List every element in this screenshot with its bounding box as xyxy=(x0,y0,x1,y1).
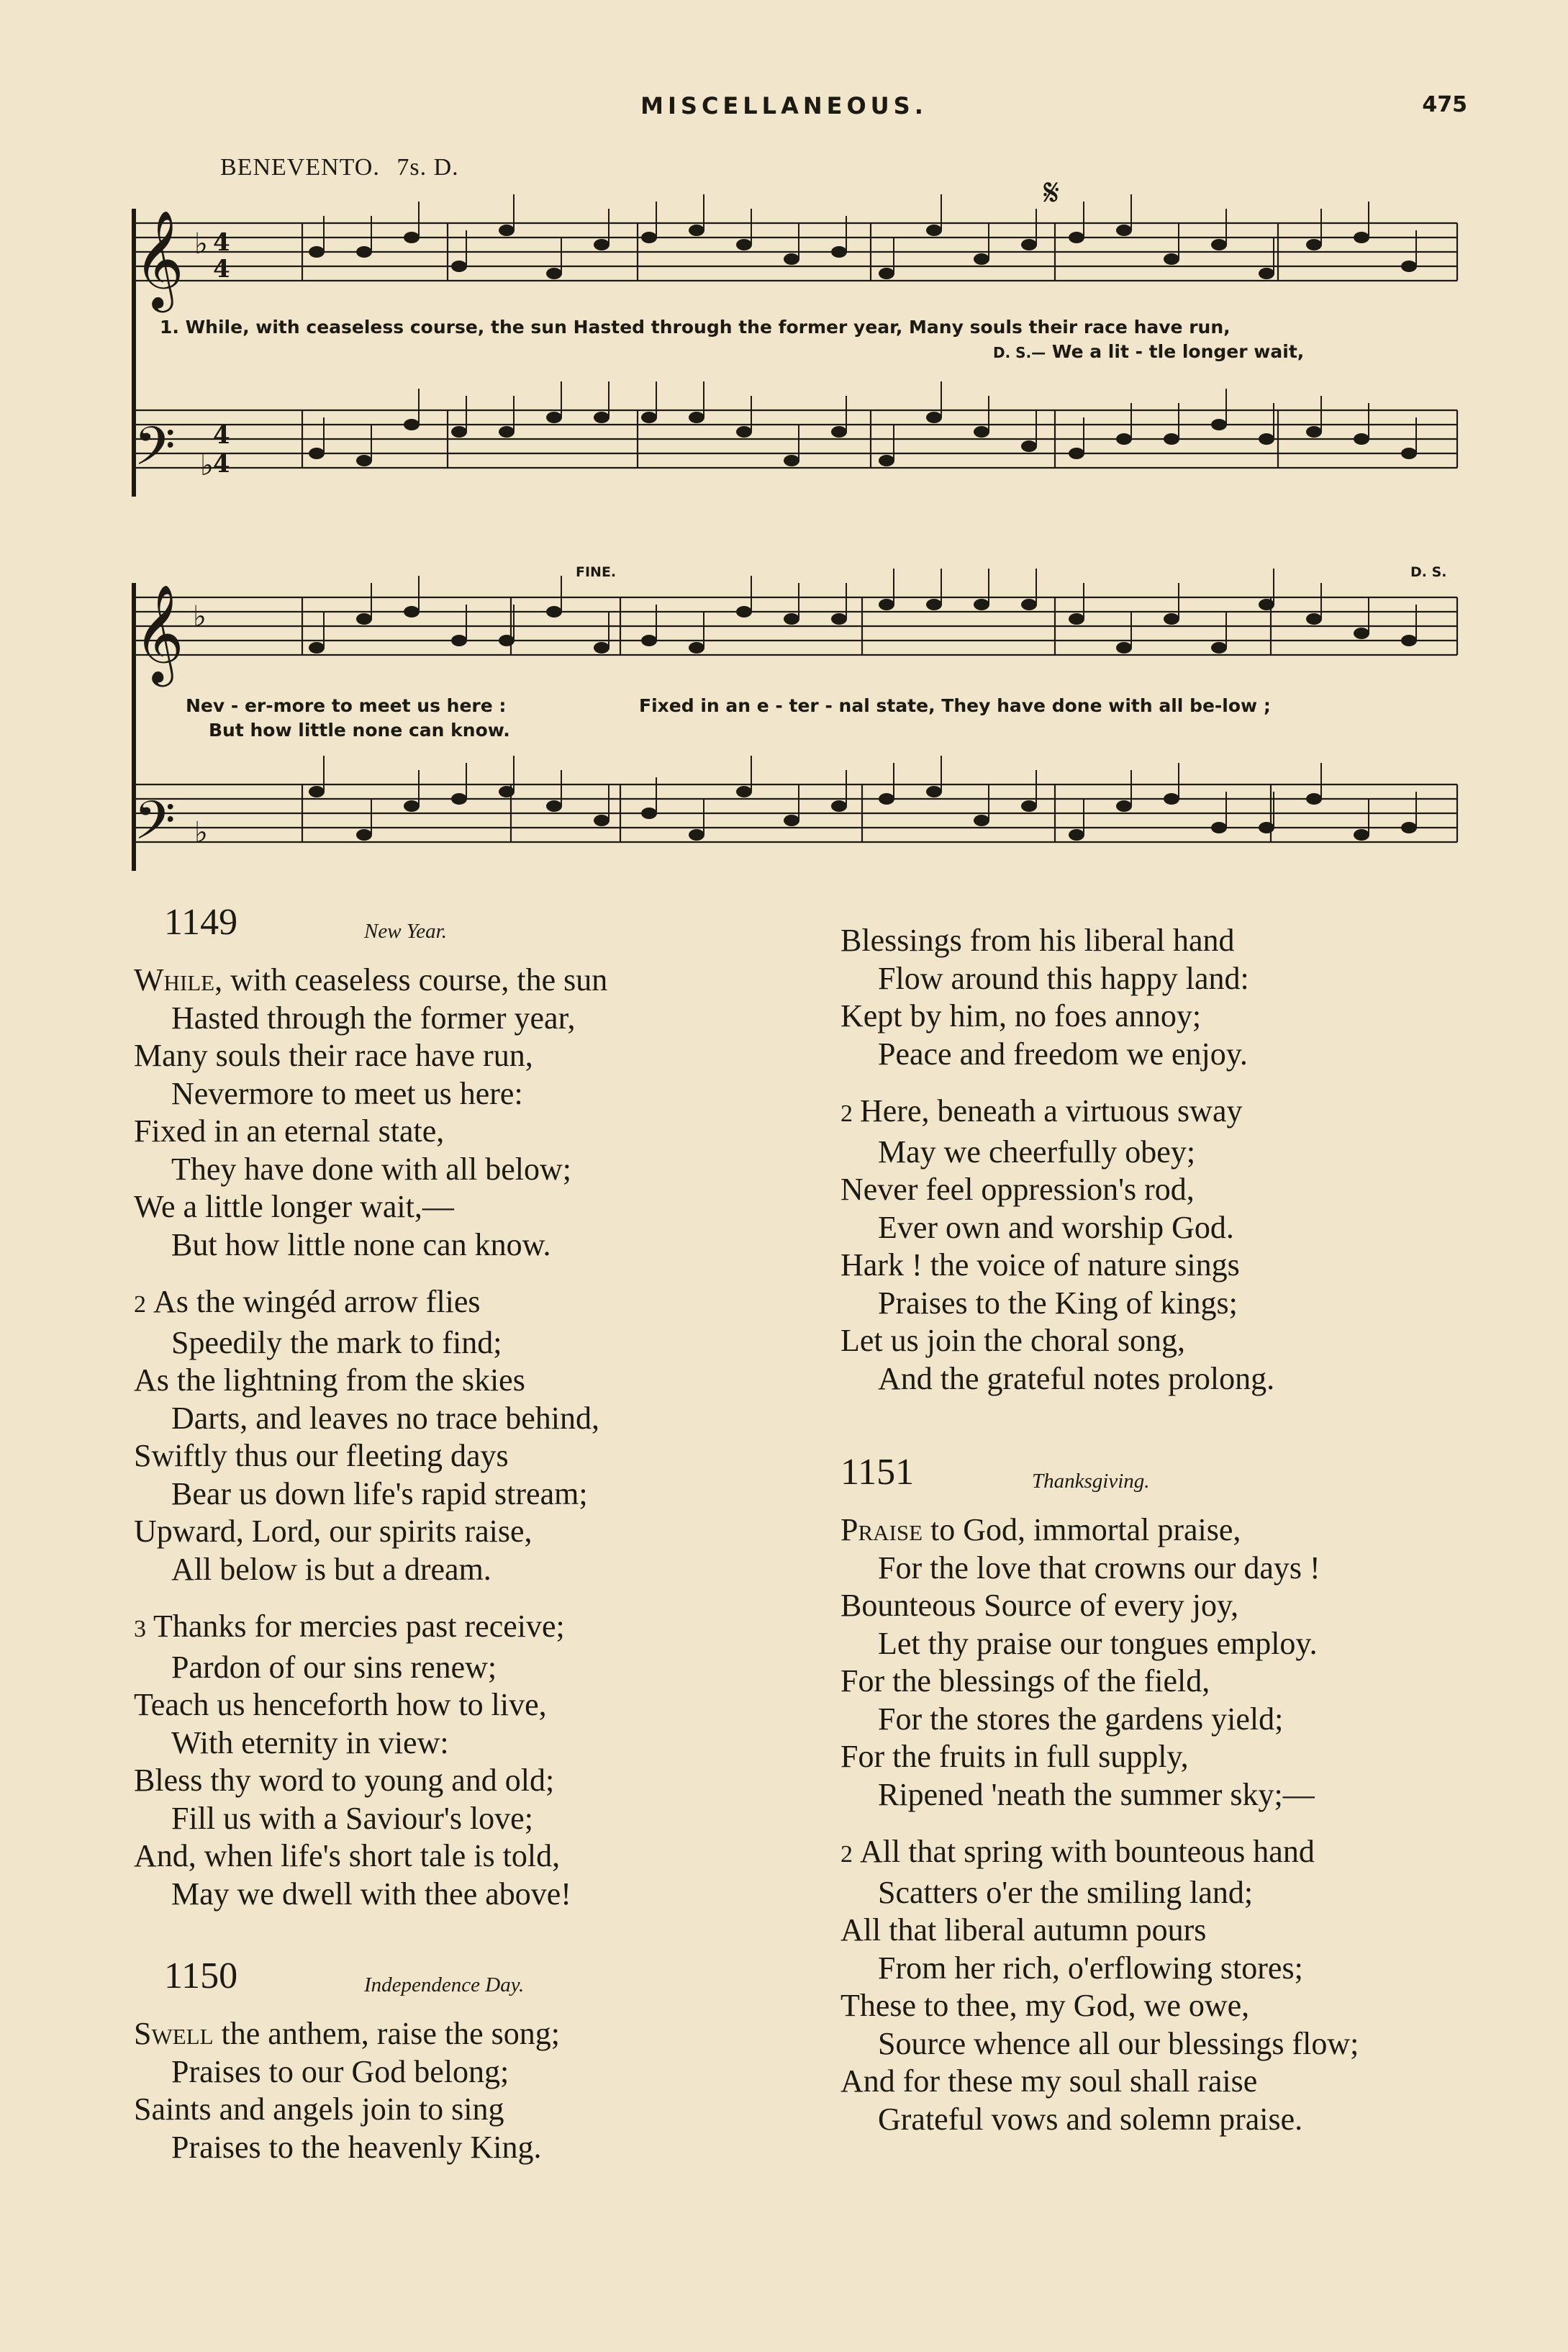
note-head xyxy=(736,426,752,438)
verse-line xyxy=(840,1093,1488,1134)
hymn-number: 1149 xyxy=(164,902,238,943)
note-head xyxy=(1354,232,1369,243)
note-head xyxy=(1259,433,1274,445)
note-head xyxy=(1116,800,1132,812)
verse-line-text: Kept by him, no foes annoy; xyxy=(840,998,1202,1033)
verse-line xyxy=(840,1171,1488,1209)
note-head xyxy=(451,261,467,272)
note-head xyxy=(451,426,467,438)
verse-line xyxy=(840,1511,1488,1550)
verse-line xyxy=(840,922,1488,960)
note-head xyxy=(1164,433,1179,445)
note-head xyxy=(784,613,799,625)
verse-line xyxy=(840,1285,1488,1323)
note-head xyxy=(1259,822,1274,833)
verse-line-text: All that spring with bounteous hand xyxy=(860,1834,1315,1869)
note-head xyxy=(1021,239,1037,250)
verse-line-text: Darts, and leaves no trace behind, xyxy=(171,1400,599,1436)
verse-line xyxy=(134,1608,781,1649)
bass-clef-icon-2: 𝄢 xyxy=(134,790,176,865)
verse-line-text: From her rich, o'erflowing stores; xyxy=(878,1950,1303,1986)
note-head xyxy=(831,800,847,812)
hymn-occasion: Independence Day. xyxy=(364,1973,525,1996)
verse-line xyxy=(840,1874,1488,1912)
verse-line xyxy=(840,1322,1488,1360)
hymn-number: 1150 xyxy=(164,1955,238,1996)
verse-line-text: All that liberal autumn pours xyxy=(840,1912,1207,1948)
verse-line xyxy=(840,2101,1488,2139)
verse-number: 2 xyxy=(134,1291,146,1318)
verse-line xyxy=(134,1876,781,1914)
note-head xyxy=(1259,599,1274,610)
verse-line-text: Blessings from his liberal hand xyxy=(840,923,1235,958)
note-head xyxy=(689,225,704,236)
verse-line-text: Let thy praise our tongues employ. xyxy=(878,1625,1318,1661)
note-head xyxy=(736,239,752,250)
hymn-1150-continued xyxy=(840,922,1488,1398)
note-head xyxy=(1306,426,1322,438)
note-head xyxy=(736,786,752,797)
right-column xyxy=(840,922,1488,2138)
note-head xyxy=(1401,635,1417,646)
note-head xyxy=(641,232,657,243)
note-head xyxy=(404,232,420,243)
verse-line xyxy=(134,1762,781,1800)
hymn-1149-text xyxy=(134,962,781,1913)
note-head xyxy=(926,786,942,797)
note-head xyxy=(974,426,989,438)
lyrics-line-2-mid: Fixed in an e - ter - nal state, They have done with all be-low ; xyxy=(639,695,1271,716)
note-head xyxy=(1069,613,1084,625)
verse-line xyxy=(840,1550,1488,1588)
verse-line xyxy=(134,1362,781,1400)
note-head xyxy=(831,246,847,258)
note-head xyxy=(356,613,372,625)
note-head xyxy=(1069,829,1084,841)
note-head xyxy=(689,642,704,653)
verse-line xyxy=(134,1324,781,1362)
note-head xyxy=(641,412,657,423)
hymn-occasion: Thanksgiving. xyxy=(1032,1470,1150,1493)
verse-line-text: With eternity in view: xyxy=(171,1724,449,1760)
verse-line-text: Swiftly thus our fleeting days xyxy=(134,1438,509,1473)
verse-line xyxy=(840,1950,1488,1988)
tune-meter: 7s. D. xyxy=(396,154,459,181)
verse-line-text: Saints and angels join to sing xyxy=(134,2091,504,2127)
flat-icon: ♭ xyxy=(193,600,207,633)
note-head xyxy=(689,829,704,841)
verse-line xyxy=(840,998,1488,1036)
note-head xyxy=(1116,642,1132,653)
note-head xyxy=(831,426,847,438)
verse-line xyxy=(840,1360,1488,1398)
note-head xyxy=(831,613,847,625)
treble-clef-icon: 𝄞 xyxy=(134,209,184,308)
hymn-number: 1151 xyxy=(840,1452,915,1493)
note-head xyxy=(879,268,894,279)
note-head xyxy=(1164,613,1179,625)
note-head xyxy=(974,599,989,610)
note-head xyxy=(1211,642,1227,653)
verse-line xyxy=(134,2091,781,2129)
note-head xyxy=(974,815,989,826)
verse-line-text: For the fruits in full supply, xyxy=(840,1739,1189,1774)
verse-line xyxy=(134,1686,781,1724)
note-head xyxy=(1259,268,1274,279)
verse-line xyxy=(840,1247,1488,1285)
note-head xyxy=(356,246,372,258)
note-head xyxy=(1306,793,1322,805)
note-head xyxy=(594,239,609,250)
verse-line xyxy=(134,1513,781,1551)
treble-clef-icon-2: 𝄞 xyxy=(134,583,184,682)
verse-line-text: And, when life's short tale is told, xyxy=(134,1838,561,1873)
note-head xyxy=(499,786,515,797)
verse-line-text: with ceaseless course, the sun xyxy=(222,962,608,998)
note-head xyxy=(594,642,609,653)
verse-line-text: Bless thy word to young and old; xyxy=(134,1763,555,1798)
note-head xyxy=(404,800,420,812)
tune-name: BENEVENTO. xyxy=(220,154,380,181)
hymn-1151-header xyxy=(840,1454,1488,1511)
note-head xyxy=(1164,793,1179,805)
note-head xyxy=(546,800,562,812)
verse-line xyxy=(134,1724,781,1763)
verse-line-text: Fill us with a Saviour's love; xyxy=(171,1800,533,1836)
verse-line xyxy=(840,1833,1488,1874)
verse-line-text: Bounteous Source of every joy, xyxy=(840,1588,1239,1623)
verse-line-text: These to thee, my God, we owe, xyxy=(840,1988,1250,2023)
note-head xyxy=(499,426,515,438)
verse-line-text: Ever own and worship God. xyxy=(878,1209,1234,1245)
time-signature: 4 xyxy=(213,255,230,284)
note-head xyxy=(1164,253,1179,265)
verse-line xyxy=(134,1837,781,1876)
verse-line-text: Hasted through the former year, xyxy=(171,1000,576,1036)
verse-line-text: Bear us down life's rapid stream; xyxy=(171,1475,588,1511)
verse-line xyxy=(134,1188,781,1226)
verse-first-word: Praise xyxy=(840,1512,923,1547)
lyrics-line-1-ds: D. S.— We a lit - tle longer wait, xyxy=(993,341,1305,362)
note-head xyxy=(309,786,325,797)
note-head xyxy=(784,815,799,826)
note-head xyxy=(309,246,325,258)
verse-line-text: And the grateful notes prolong. xyxy=(878,1360,1275,1396)
note-head xyxy=(1401,448,1417,459)
verse-first-word: Swell xyxy=(134,2016,214,2051)
section-title: MISCELLANEOUS. xyxy=(640,92,928,119)
note-head xyxy=(784,455,799,466)
lyrics-line-2-sub: But how little none can know. xyxy=(209,720,510,741)
verse-line-text: Thanks for mercies past receive; xyxy=(153,1609,565,1644)
note-head xyxy=(879,793,894,805)
note-head xyxy=(1211,239,1227,250)
flat-icon: ♭ xyxy=(200,449,214,482)
lyrics-line-2: Nev - er-more to meet us here : xyxy=(186,695,507,716)
verse-line-text: Teach us henceforth how to live, xyxy=(134,1687,547,1722)
verse-line-text: Fixed in an eternal state, xyxy=(134,1113,445,1149)
verse-line-text: Flow around this happy land: xyxy=(878,960,1249,996)
verse-line-text: Speedily the mark to find; xyxy=(171,1324,502,1360)
ds-start-mark: D. S.— xyxy=(993,344,1046,361)
flat-icon: ♭ xyxy=(194,227,208,261)
verse-line-text: For the stores the gardens yield; xyxy=(878,1701,1284,1737)
note-head xyxy=(451,635,467,646)
note-head xyxy=(1306,239,1322,250)
segno-icon: 𝄋 xyxy=(1043,171,1060,214)
verse-line-text: Let us join the choral song, xyxy=(840,1323,1186,1358)
verse-line xyxy=(134,1437,781,1475)
verse-line-text: All below is but a dream. xyxy=(171,1551,491,1587)
note-head xyxy=(546,412,562,423)
verse-line xyxy=(840,960,1488,998)
ds-end-mark: D. S. xyxy=(1410,564,1447,580)
verse-line-text: Peace and freedom we enjoy. xyxy=(878,1036,1248,1072)
verse-line xyxy=(134,1283,781,1324)
verse-line xyxy=(134,1075,781,1113)
left-column xyxy=(134,904,781,2166)
hymn-1150-header xyxy=(134,1955,781,2015)
verse-line xyxy=(134,962,781,1000)
time-signature: 4 xyxy=(213,421,230,450)
lyrics-line-1: 1. While, with ceaseless course, the sun Hasted through the former year, Many souls their race have run, xyxy=(160,317,1231,338)
verse-number: 3 xyxy=(134,1616,146,1642)
verse-line xyxy=(134,1649,781,1687)
verse-line-text: As the wingéd arrow flies xyxy=(153,1284,481,1319)
note-head xyxy=(594,815,609,826)
hymn-occasion: New Year. xyxy=(364,920,447,943)
verse-line xyxy=(134,1551,781,1589)
note-head xyxy=(1021,440,1037,452)
verse-line-text: Pardon of our sins renew; xyxy=(171,1649,497,1685)
fine-mark: FINE. xyxy=(576,564,617,580)
verse-line-text: Nevermore to meet us here: xyxy=(171,1075,523,1111)
note-head xyxy=(641,635,657,646)
verse-line-text: For the love that crowns our days ! xyxy=(878,1550,1320,1586)
note-head xyxy=(404,419,420,430)
note-head xyxy=(1211,419,1227,430)
verse-line xyxy=(840,1625,1488,1663)
verse-line xyxy=(840,2025,1488,2063)
verse-line-text: the anthem, raise the song; xyxy=(213,2016,560,2051)
flat-icon: ♭ xyxy=(194,816,208,849)
verse-line-text: And for these my soul shall raise xyxy=(840,2063,1258,2099)
verse-line xyxy=(840,1209,1488,1247)
note-head xyxy=(1116,225,1132,236)
note-head xyxy=(879,455,894,466)
verse-line xyxy=(134,1226,781,1265)
verse-line-text: Ripened 'neath the summer sky;— xyxy=(878,1776,1315,1812)
verse-number: 2 xyxy=(840,1100,853,1127)
verse-line xyxy=(840,1036,1488,1074)
hymn-1151-text xyxy=(840,1511,1488,2138)
verse-line xyxy=(134,1151,781,1189)
verse-line-text: Grateful vows and solemn praise. xyxy=(878,2101,1303,2137)
verse-line xyxy=(840,1663,1488,1701)
note-head xyxy=(499,225,515,236)
note-head xyxy=(641,808,657,819)
note-head xyxy=(736,606,752,618)
note-head xyxy=(1021,800,1037,812)
note-head xyxy=(1401,261,1417,272)
verse-line-text: Praises to the heavenly King. xyxy=(171,2129,542,2165)
note-head xyxy=(499,635,515,646)
time-signature: 4 xyxy=(213,450,230,479)
verse-line-text: Source whence all our blessings flow; xyxy=(878,2025,1359,2061)
verse-first-word: While, xyxy=(134,962,223,998)
note-head xyxy=(546,268,562,279)
verse-line-text: For the blessings of the field, xyxy=(840,1663,1210,1699)
verse-line xyxy=(840,1912,1488,1950)
verse-line-text: May we cheerfully obey; xyxy=(878,1134,1196,1170)
verse-line-text: Praises to the King of kings; xyxy=(878,1285,1238,1321)
verse-line-text: But how little none can know. xyxy=(171,1226,551,1262)
note-head xyxy=(309,448,325,459)
verse-line-text: Here, beneath a virtuous sway xyxy=(860,1093,1243,1128)
hymn-1150-text xyxy=(134,2015,781,2166)
time-signature: 4 xyxy=(213,228,230,257)
note-head xyxy=(1069,448,1084,459)
note-head xyxy=(1069,232,1084,243)
bass-clef-icon: 𝄢 xyxy=(134,415,176,491)
verse-line xyxy=(840,1134,1488,1172)
note-head xyxy=(1354,829,1369,841)
note-head xyxy=(926,225,942,236)
verse-line-text: Upward, Lord, our spirits raise, xyxy=(134,1514,533,1549)
verse-line-text: They have done with all below; xyxy=(171,1151,571,1187)
note-head xyxy=(404,606,420,618)
verse-line-text: As the lightning from the skies xyxy=(134,1362,525,1398)
note-head xyxy=(594,412,609,423)
note-head xyxy=(926,412,942,423)
page-number: 475 xyxy=(1422,92,1467,117)
note-head xyxy=(309,642,325,653)
verse-line xyxy=(840,1738,1488,1776)
note-head xyxy=(784,253,799,265)
note-head xyxy=(356,829,372,841)
note-head xyxy=(1306,613,1322,625)
note-head xyxy=(1354,628,1369,639)
note-head xyxy=(1116,433,1132,445)
music-score xyxy=(0,0,1568,892)
verse-line-text: Never feel oppression's rod, xyxy=(840,1172,1195,1207)
verse-line xyxy=(134,2015,781,2053)
note-head xyxy=(356,455,372,466)
verse-line xyxy=(134,1800,781,1838)
verse-line xyxy=(134,1400,781,1438)
verse-line-text: Praises to our God belong; xyxy=(171,2053,509,2089)
note-head xyxy=(451,793,467,805)
verse-line xyxy=(840,1701,1488,1739)
verse-line-text: May we dwell with thee above! xyxy=(171,1876,571,1912)
note-head xyxy=(1021,599,1037,610)
verse-line xyxy=(134,1000,781,1038)
verse-line xyxy=(840,1776,1488,1814)
verse-line-text: to God, immortal praise, xyxy=(923,1512,1241,1547)
verse-line-text: Scatters o'er the smiling land; xyxy=(878,1874,1254,1910)
verse-line xyxy=(134,1037,781,1075)
verse-line-text: Many souls their race have run, xyxy=(134,1038,533,1073)
verse-line xyxy=(840,1987,1488,2025)
verse-line xyxy=(134,2053,781,2091)
verse-line-text: We a little longer wait,— xyxy=(134,1189,454,1224)
verse-line xyxy=(134,1475,781,1514)
note-head xyxy=(926,599,942,610)
hymn-1149-header xyxy=(134,904,781,962)
verse-line xyxy=(840,2063,1488,2101)
note-head xyxy=(689,412,704,423)
note-head xyxy=(546,606,562,618)
note-head xyxy=(879,599,894,610)
verse-line xyxy=(840,1587,1488,1625)
note-head xyxy=(1211,822,1227,833)
note-head xyxy=(1354,433,1369,445)
verse-line xyxy=(134,1113,781,1151)
verse-line-text: Hark ! the voice of nature sings xyxy=(840,1247,1240,1283)
note-head xyxy=(974,253,989,265)
verse-number: 2 xyxy=(840,1841,853,1868)
note-head xyxy=(1401,822,1417,833)
verse-line xyxy=(134,2129,781,2167)
